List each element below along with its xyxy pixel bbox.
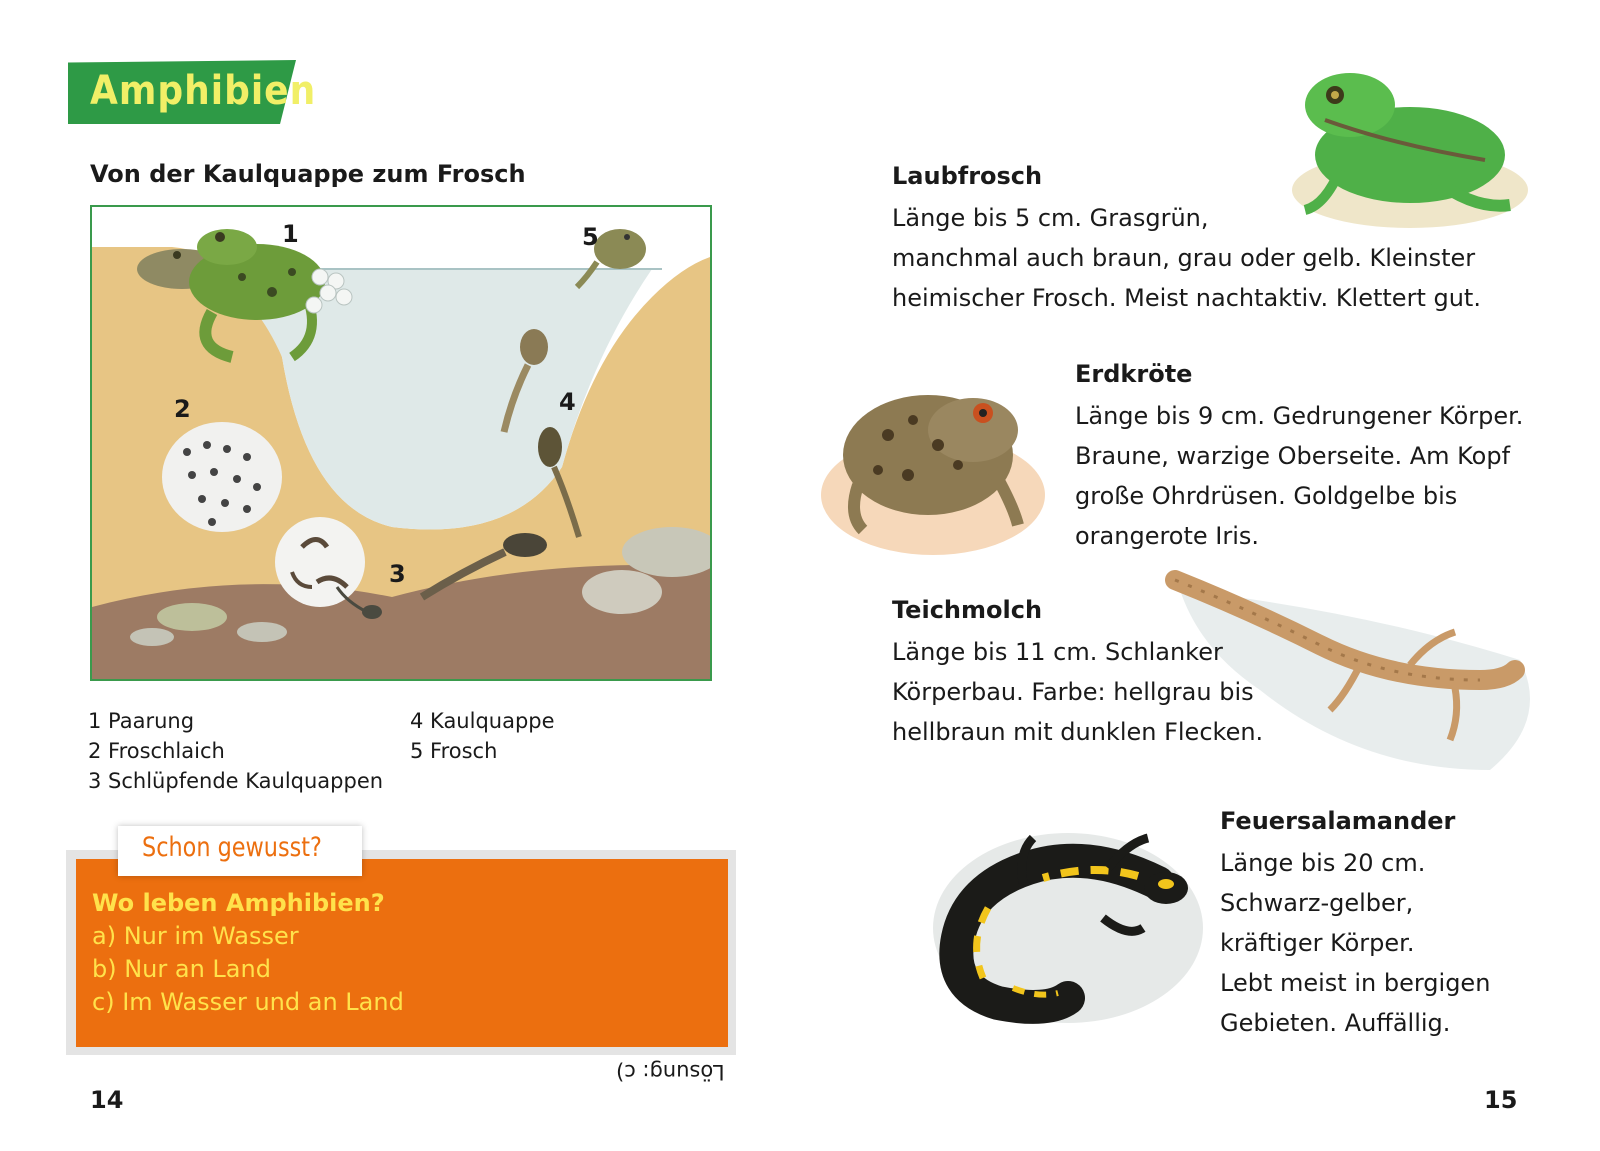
text-line: heimischer Frosch. Meist nachtaktiv. Klettert gut. — [892, 284, 1481, 312]
fire-salamander-illustration — [928, 828, 1208, 1028]
legend-column-1 — [88, 706, 383, 796]
legend-item: 2 Froschlaich — [88, 739, 225, 763]
quiz-option-b: b) Nur an Land — [92, 955, 271, 983]
legend-item: 4 Kaulquappe — [410, 709, 555, 733]
common-toad-illustration — [818, 365, 1058, 565]
legend-item: 3 Schlüpfende Kaulquappen — [88, 769, 384, 793]
species-text-teichmolch — [892, 632, 1312, 752]
text-line: Länge bis 20 cm. — [1220, 849, 1426, 877]
text-line: manchmal auch braun, grau oder gelb. Kleinster — [892, 244, 1476, 272]
text-line: Gebieten. Auffällig. — [1220, 1009, 1451, 1037]
page-number-left: 14 — [90, 1086, 124, 1114]
figure-number-3: 3 — [389, 560, 406, 588]
text-line: Länge bis 9 cm. Gedrungener Körper. — [1075, 402, 1524, 430]
section-heading: Von der Kaulquappe zum Frosch — [90, 160, 526, 188]
page-number-right: 15 — [1484, 1086, 1518, 1114]
species-name-feuersalamander: Feuersalamander — [1220, 807, 1456, 835]
quiz-box — [76, 859, 728, 1047]
text-line: Körperbau. Farbe: hellgrau bis — [892, 678, 1254, 706]
quiz-tab-title: Schon gewusst? — [142, 832, 322, 863]
legend-item: 1 Paarung — [88, 709, 195, 733]
text-line: kräftiger Körper. — [1220, 929, 1415, 957]
quiz-option-c: c) Im Wasser und an Land — [92, 988, 404, 1016]
frog-lifecycle-illustration — [90, 205, 712, 681]
species-text-laubfrosch — [892, 198, 1512, 318]
quiz-question: Wo leben Amphibien? — [92, 889, 385, 917]
legend-item: 5 Frosch — [410, 739, 498, 763]
frogspawn — [162, 422, 282, 532]
text-line: Schwarz-gelber, — [1220, 889, 1414, 917]
text-line: Braune, warzige Oberseite. Am Kopf — [1075, 442, 1511, 470]
species-name-teichmolch: Teichmolch — [892, 596, 1043, 624]
figure-number-5: 5 — [582, 223, 599, 251]
species-name-erdkroete: Erdkröte — [1075, 360, 1193, 388]
text-line: Länge bis 5 cm. Grasgrün, — [892, 204, 1209, 232]
figure-number-4: 4 — [559, 388, 576, 416]
upside-down-solution: Lösung: c) — [616, 1060, 725, 1084]
text-line: große Ohrdrüsen. Goldgelbe bis — [1075, 482, 1458, 510]
legend-column-2 — [410, 706, 555, 766]
figure-number-2: 2 — [174, 395, 191, 423]
text-line: hellbraun mit dunklen Flecken. — [892, 718, 1264, 746]
species-text-feuersalamander — [1220, 843, 1580, 1043]
figure-number-1: 1 — [282, 220, 299, 248]
page-title: Amphibien — [90, 68, 317, 114]
species-text-erdkroete — [1075, 396, 1575, 556]
text-line: orangerote Iris. — [1075, 522, 1260, 550]
text-line: Lebt meist in bergigen — [1220, 969, 1491, 997]
text-line: Länge bis 11 cm. Schlanker — [892, 638, 1223, 666]
quiz-option-a: a) Nur im Wasser — [92, 922, 299, 950]
species-name-laubfrosch: Laubfrosch — [892, 162, 1043, 190]
